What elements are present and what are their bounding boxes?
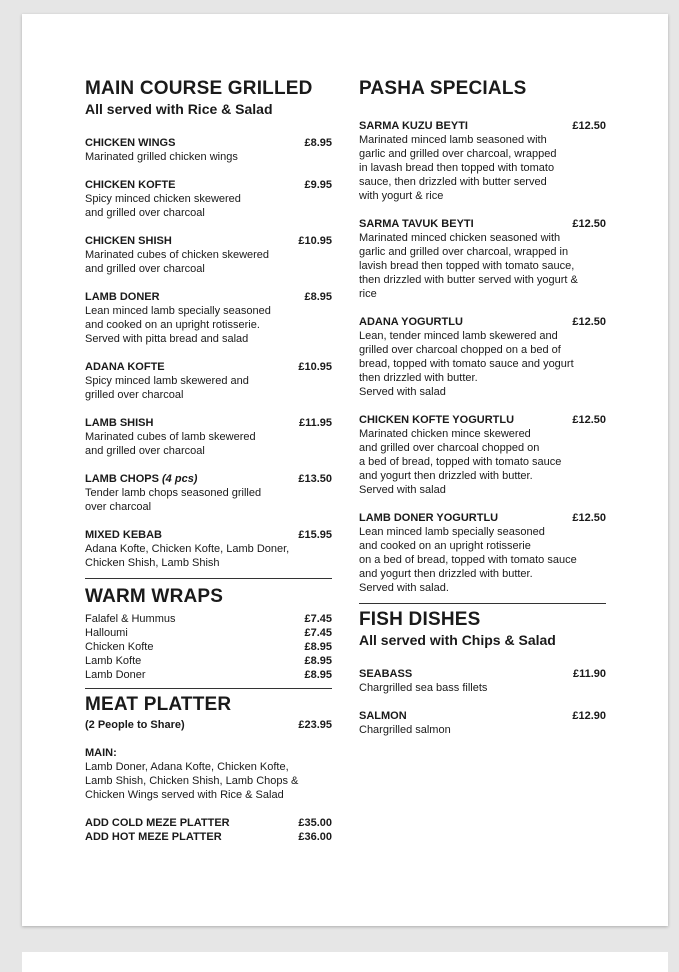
item-desc: Lean minced lamb specially seasoned [359,526,545,538]
item-price: £12.50 [572,512,606,524]
item-desc: grilled over charcoal [85,389,184,401]
menu-item [359,217,606,301]
item-price: £8.95 [304,291,332,303]
item-price: £12.50 [572,218,606,230]
right-column [359,78,606,737]
item-desc: grilled over charcoal chopped on a bed of [359,344,561,356]
pasha-specials-title: PASHA SPECIALS [359,78,527,99]
meat-platter-serving-row [85,718,332,732]
main-course-subtitle: All served with Rice & Salad [85,101,273,117]
menu-item [85,290,332,346]
item-desc: Served with pitta bread and salad [85,333,249,345]
item-desc: Served with salad. [359,582,449,594]
item-desc: Lean, tender minced lamb skewered and [359,330,558,342]
item-price: £8.95 [304,655,332,667]
menu-item [359,315,606,399]
item-desc: and yogurt then drizzled with butter. [359,470,533,482]
menu-item [359,511,606,595]
list-item [85,626,332,640]
meat-platter-serving: (2 People to Share) [85,719,185,731]
section-divider [85,688,332,689]
addon-row [85,830,332,844]
addon-price: £35.00 [298,817,332,829]
list-item [85,668,332,682]
section-divider [359,603,606,604]
section-divider [85,578,332,579]
list-item [85,640,332,654]
warm-wraps-list [85,612,332,682]
menu-item [85,472,332,514]
menu-item [85,360,332,402]
addon-price: £36.00 [298,831,332,843]
item-desc: rice [359,288,377,300]
item-desc: in lavash bread then topped with tomato [359,162,555,174]
item-desc: Marinated cubes of chicken skewered [85,249,270,261]
item-name: SARMA KUZU BEYTI [359,120,468,132]
item-desc: and cooked on an upright rotisserie [359,540,531,552]
meat-platter-main-label: MAIN: [85,747,117,759]
item-desc: Lamb Doner, Adana Kofte, Chicken Kofte, [85,761,289,773]
item-name: CHICKEN WINGS [85,137,176,149]
item-price: £10.95 [298,361,332,373]
meat-platter-title: MEAT PLATTER [85,694,232,715]
item-name: Halloumi [85,627,128,639]
item-desc: with yogurt & rice [359,190,444,202]
next-page-edge [22,952,668,972]
item-desc: Spicy minced chicken skewered [85,193,241,205]
item-desc: Chicken Shish, Lamb Shish [85,557,220,569]
item-desc: and yogurt then drizzled with butter. [359,568,533,580]
item-name: ADANA YOGURTLU [359,316,463,328]
item-price: £12.50 [572,414,606,426]
list-item [85,612,332,626]
item-name: CHICKEN KOFTE [85,179,176,191]
addon-name: ADD HOT MEZE PLATTER [85,831,222,843]
item-desc: and grilled over charcoal [85,263,205,275]
main-course-title: MAIN COURSE GRILLED [85,78,313,99]
item-desc: Lamb Shish, Chicken Shish, Lamb Chops & [85,775,299,787]
item-price: £11.95 [298,417,332,429]
menu-page [22,14,668,926]
item-name: Lamb Kofte [85,655,142,667]
item-price: £12.50 [572,120,606,132]
item-desc: then drizzled with butter. [359,372,478,384]
addon-name: ADD COLD MEZE PLATTER [85,817,230,829]
item-name: SEABASS [359,668,413,680]
item-name-note: (4 pcs) [162,473,198,485]
menu-item [85,136,332,164]
item-price: £8.95 [304,669,332,681]
item-desc: garlic and grilled over charcoal, wrapped [359,148,557,160]
left-column [85,78,332,844]
fish-dishes-subtitle: All served with Chips & Salad [359,632,556,648]
item-desc: lavish bread then topped with tomato sauce, [359,260,575,272]
item-desc: then drizzled with butter served with yogurt & [359,274,578,286]
menu-item [359,709,606,737]
item-desc: and grilled over charcoal [85,207,205,219]
item-price: £12.90 [572,710,606,722]
item-name: MIXED KEBAB [85,529,163,541]
item-desc: Marinated minced lamb seasoned with [359,134,547,146]
item-desc: bread, topped with tomato sauce and yogurt [359,358,574,370]
item-name: Lamb Doner [85,669,146,681]
item-desc: garlic and grilled over charcoal, wrapped in [359,246,569,258]
item-name: CHICKEN SHISH [85,235,172,247]
item-name: LAMB CHOPS [85,473,159,485]
warm-wraps-title: WARM WRAPS [85,586,224,607]
item-price: £9.95 [304,179,332,191]
item-desc: Spicy minced lamb skewered and [85,375,249,387]
item-name: LAMB SHISH [85,417,154,429]
item-name: ADANA KOFTE [85,361,165,373]
item-desc: on a bed of bread, topped with tomato sauce [359,554,577,566]
item-desc: Marinated cubes of lamb skewered [85,431,256,443]
item-desc: Lean minced lamb specially seasoned [85,305,271,317]
item-price: £11.90 [572,668,606,680]
menu-item [85,178,332,220]
item-name: LAMB DONER [85,291,160,303]
item-desc: Served with salad [359,484,446,496]
item-price: £15.95 [298,529,332,541]
meat-platter-price: £23.95 [298,719,332,731]
item-desc: Marinated minced chicken seasoned with [359,232,561,244]
item-price: £12.50 [572,316,606,328]
item-desc: Adana Kofte, Chicken Kofte, Lamb Doner, [85,543,290,555]
item-name: SARMA TAVUK BEYTI [359,218,474,230]
item-desc: Served with salad [359,386,446,398]
item-name: LAMB DONER YOGURTLU [359,512,499,524]
item-desc: a bed of bread, topped with tomato sauce [359,456,562,468]
fish-dishes-title: FISH DISHES [359,609,481,630]
item-desc: Chargrilled salmon [359,724,451,736]
item-desc: and cooked on an upright rotisserie. [85,319,260,331]
item-price: £7.45 [304,613,332,625]
item-price: £10.95 [298,235,332,247]
menu-item [85,234,332,276]
item-desc: Marinated grilled chicken wings [85,151,238,163]
list-item [85,654,332,668]
item-desc: and grilled over charcoal chopped on [359,442,540,454]
item-name: Chicken Kofte [85,641,154,653]
item-desc: Chicken Wings served with Rice & Salad [85,789,284,801]
addon-row [85,816,332,830]
item-price: £7.45 [304,627,332,639]
item-desc: Marinated chicken mince skewered [359,428,531,440]
item-price: £13.50 [298,473,332,485]
item-desc: sauce, then drizzled with butter served [359,176,547,188]
menu-item [359,413,606,497]
menu-item [85,528,332,570]
item-name: CHICKEN KOFTE YOGURTLU [359,414,515,426]
item-desc: and grilled over charcoal [85,445,205,457]
menu-item [359,119,606,203]
menu-item [359,667,606,695]
item-desc: Chargrilled sea bass fillets [359,682,488,694]
item-name: Falafel & Hummus [85,613,176,625]
item-price: £8.95 [304,641,332,653]
item-desc: Tender lamb chops seasoned grilled [85,487,262,499]
item-price: £8.95 [304,137,332,149]
item-name: SALMON [359,710,407,722]
menu-item [85,416,332,458]
item-desc: over charcoal [85,501,152,513]
